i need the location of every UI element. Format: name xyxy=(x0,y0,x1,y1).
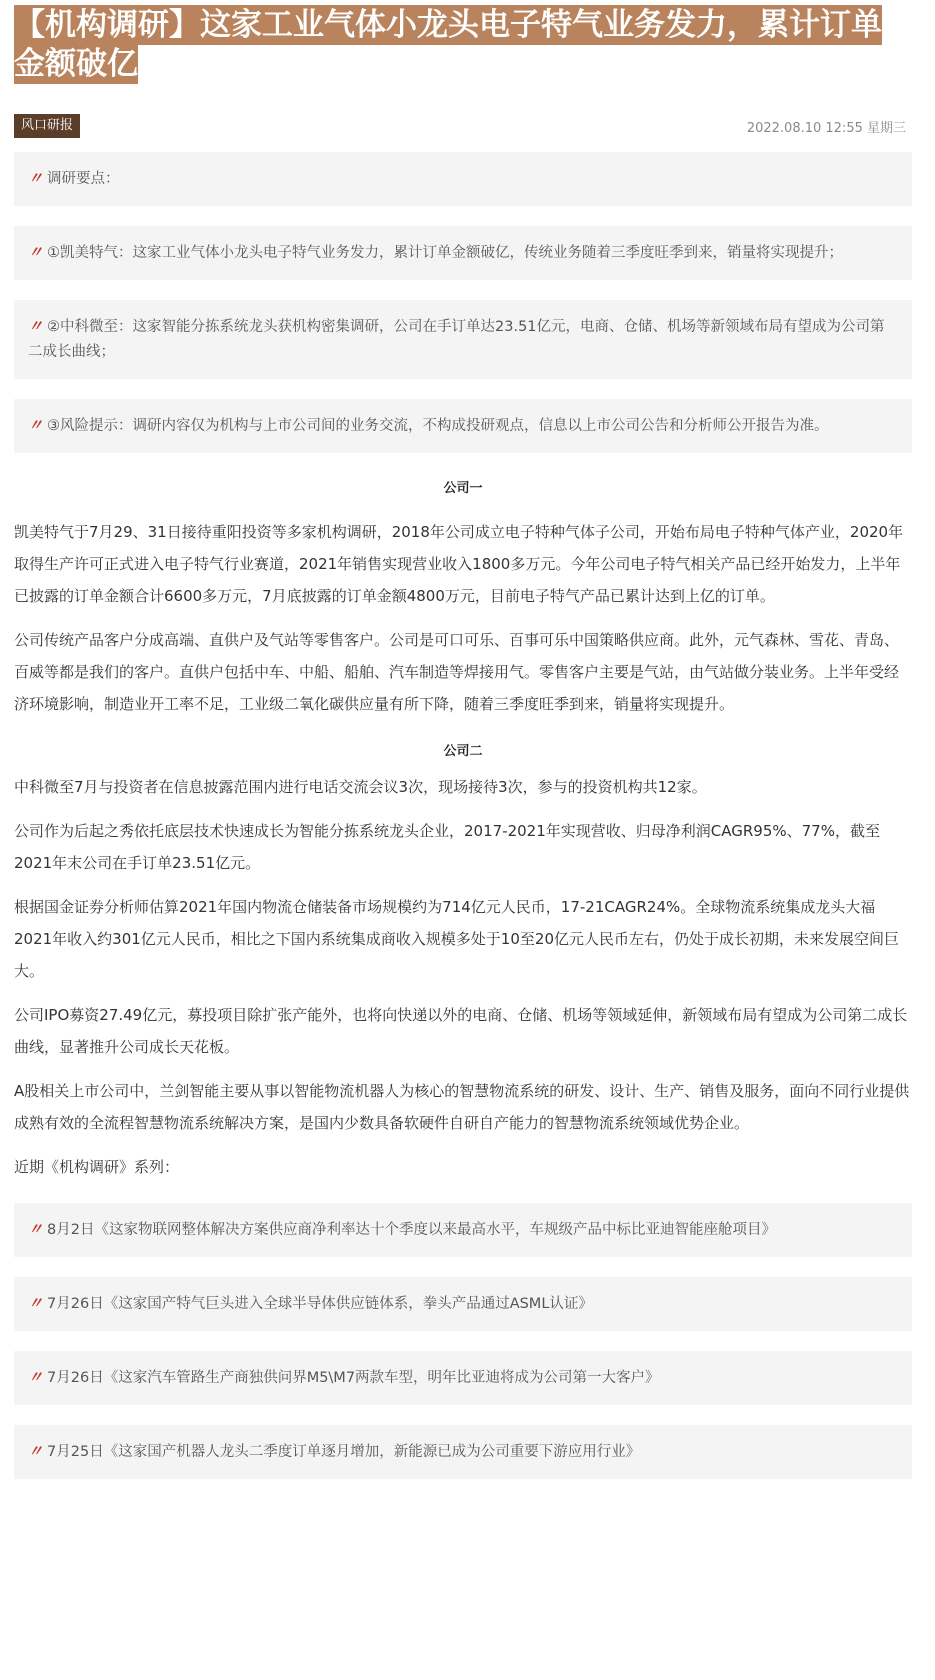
quote-mark-icon: 〃 xyxy=(28,169,44,187)
quote-mark-icon: 〃 xyxy=(28,416,44,434)
company1-paragraph-2: 公司传统产品客户分成高端、直供户及气站等零售客户。公司是可口可乐、百事可乐中国策略供应商。此外，元气森林、雪花、青岛、百威等都是我们的客户。直供户包括中车、中船、船舶、汽车制造等焊接用气。零售客户主要是气站，由气站做分装业务。上半年受经济环境影响，制造业开工率不足，工业级二氧化碳供应量有所下降，随着三季度旺季到来，销量将实现提升。 xyxy=(14,631,900,713)
article xyxy=(14,0,912,1479)
key-point-3: 〃 ③风险提示：调研内容仅为机构与上市公司间的业务交流，不构成投研观点，信息以上市公司公告和分析师公开报告为准。 xyxy=(14,399,912,453)
article-title: 【机构调研】这家工业气体小龙头电子特气业务发力，累计订单金额破亿 xyxy=(14,7,882,82)
company1-paragraph-1: 凯美特气于7月29、31日接待重阳投资等多家机构调研，2018年公司成立电子特种气体子公司，开始布局电子特种气体产业，2020年取得生产许可正式进入电子特气行业赛道，2021年销售实现营业收入1800多万元。今年公司电子特气相关产品已经开始发力，上半年已披露的订单金额合计6600多万元，7月底披露的订单金额4800万元，目前电子特气产品已累计达到上亿的订单。 xyxy=(14,523,904,605)
company2-paragraph-2: 公司作为后起之秀依托底层技术快速成长为智能分拣系统龙头企业，2017-2021年实现营收、归母净利润CAGR95%、77%，截至2021年末公司在手订单23.51亿元。 xyxy=(14,822,880,872)
quote-mark-icon: 〃 xyxy=(28,1442,44,1460)
company2-paragraph-1: 中科微至7月与投资者在信息披露范围内进行电话交流会议3次，现场接待3次，参与的投资机构共12家。 xyxy=(14,778,707,796)
quote-mark-icon: 〃 xyxy=(28,1220,44,1238)
article-meta xyxy=(14,114,912,142)
quote-mark-icon: 〃 xyxy=(28,317,44,335)
quote-mark-icon: 〃 xyxy=(28,1368,44,1386)
series-link-2[interactable]: 〃 7月26日《这家国产特气巨头进入全球半导体供应链体系，拳头产品通过ASML认证》 xyxy=(14,1277,912,1331)
category-tag[interactable]: 风口研报 xyxy=(14,114,80,138)
key-point-1: 〃 ①凯美特气：这家工业气体小龙头电子特气业务发力，累计订单金额破亿，传统业务随着三季度旺季到来，销量将实现提升； xyxy=(14,226,912,280)
company2-paragraph-3: 根据国金证券分析师估算2021年国内物流仓储装备市场规模约为714亿元人民币，17-21CAGR24%。全球物流系统集成龙头大福2021年收入约301亿元人民币，相比之下国内系统集成商收入规模多处于10至20亿元人民币左右，仍处于成长初期，未来发展空间巨大。 xyxy=(14,898,899,980)
key-points-header: 〃 调研要点： xyxy=(14,152,912,206)
company2-paragraph-5: A股相关上市公司中，兰剑智能主要从事以智能物流机器人为核心的智慧物流系统的研发、设计、生产、销售及服务，面向不同行业提供成熟有效的全流程智慧物流系统解决方案，是国内少数具备软硬件自研自产能力的智慧物流系统领域优势企业。 xyxy=(14,1082,910,1132)
key-point-2: 〃 ②中科微至：这家智能分拣系统龙头获机构密集调研，公司在手订单达23.51亿元，电商、仓储、机场等新领域布局有望成为公司第二成长曲线； xyxy=(14,300,912,379)
series-link-3[interactable]: 〃 7月26日《这家汽车管路生产商独供问界M5\M7两款车型，明年比亚迪将成为公司第一大客户》 xyxy=(14,1351,912,1405)
quote-mark-icon: 〃 xyxy=(28,1294,44,1312)
quote-mark-icon: 〃 xyxy=(28,243,44,261)
company2-heading: 公司二 xyxy=(443,744,483,759)
series-link-4[interactable]: 〃 7月25日《这家国产机器人龙头二季度订单逐月增加，新能源已成为公司重要下游应用行业》 xyxy=(14,1425,912,1479)
company1-heading: 公司一 xyxy=(443,481,483,496)
publish-datetime: 2022.08.10 12:55 星期三 xyxy=(746,121,906,136)
company2-paragraph-4: 公司IPO募资27.49亿元，募投项目除扩张产能外，也将向快递以外的电商、仓储、机场等领域延伸，新领域布局有望成为公司第二成长曲线，显著推升公司成长天花板。 xyxy=(14,1006,908,1056)
series-intro: 近期《机构调研》系列： xyxy=(14,1158,180,1176)
series-link-1[interactable]: 〃 8月2日《这家物联网整体解决方案供应商净利率达十个季度以来最高水平，车规级产品中标比亚迪智能座舱项目》 xyxy=(14,1203,912,1257)
